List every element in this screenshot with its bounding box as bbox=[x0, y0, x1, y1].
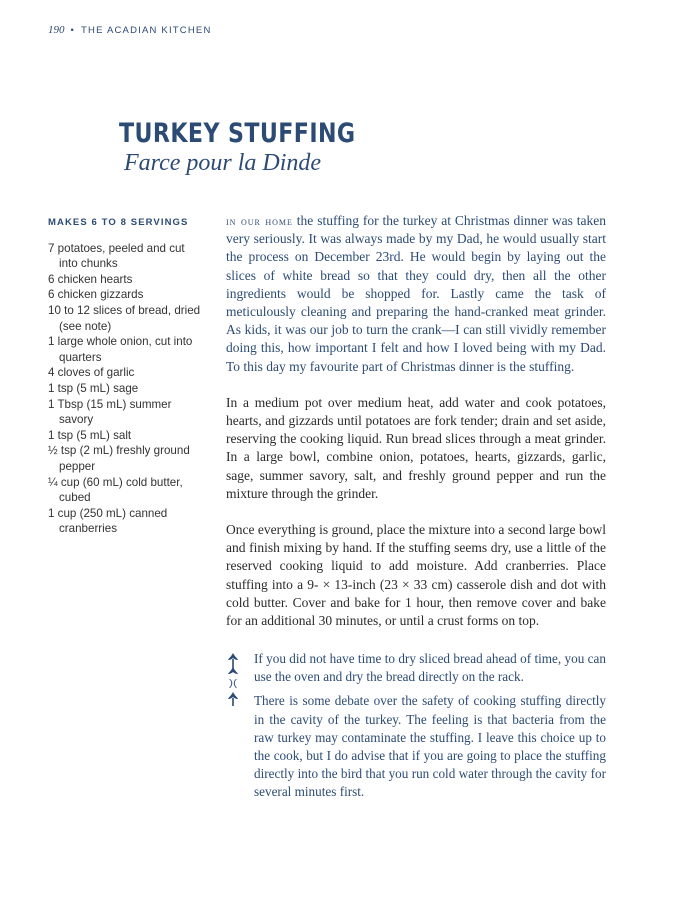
ingredient-item: 7 potatoes, peeled and cut into chunks bbox=[48, 241, 185, 271]
recipe-title: TURKEY STUFFING bbox=[119, 118, 356, 149]
intro-paragraph bbox=[226, 212, 606, 376]
ingredient-item: ¼ cup (60 mL) cold butter, cubed bbox=[48, 475, 183, 505]
book-title: THE ACADIAN KITCHEN bbox=[81, 25, 212, 36]
note-list bbox=[254, 650, 606, 802]
note-item: There is some debate over the safety of cooking stuffing directly in the cavity of the turkey. The feeling is that bacteria from the raw turkey may contaminate the stuffing. I leave this choice up to the cook, but I do advise that if you are going to place the stuffing directly into the bird that you run cold water through the cavity for several minutes first. bbox=[254, 693, 606, 800]
ingredient-item: 10 to 12 slices of bread, dried (see note) bbox=[48, 303, 201, 333]
running-head bbox=[48, 24, 212, 36]
servings-label: MAKES 6 TO 8 SERVINGS bbox=[48, 217, 189, 228]
ingredient-item: ½ tsp (2 mL) freshly ground pepper bbox=[48, 444, 190, 473]
page-number: 190 bbox=[48, 24, 65, 36]
ornament-icon bbox=[226, 652, 240, 710]
ingredient-item: 1 Tbsp (15 mL) summer savory bbox=[48, 397, 172, 427]
ingredients-column bbox=[48, 215, 206, 537]
notes-section bbox=[226, 650, 606, 808]
ingredient-item: 4 cloves of garlic bbox=[48, 366, 135, 380]
ingredient-item: 1 cup (250 mL) canned cranberries bbox=[48, 506, 168, 536]
intro-lead: in our home bbox=[226, 214, 293, 228]
method-column bbox=[226, 212, 606, 648]
ingredient-item: 6 chicken hearts bbox=[48, 272, 133, 286]
header-separator: • bbox=[70, 25, 76, 36]
ingredient-item: 1 tsp (5 mL) sage bbox=[48, 381, 139, 395]
ingredient-item: 6 chicken gizzards bbox=[48, 288, 144, 302]
method-step: Once everything is ground, place the mixture into a second large bowl and finish mixing by hand. If the stuffing seems dry, use a little of the reserved cooking liquid to add moisture. Add cranberries. Place stuffing into a 9- × 13-inch (23 × 33 cm) casserole dish and dot with cold butter. Cover and bake for 1 hour, then remove cover and bake for an additional 30 minutes, or until a crust forms on top. bbox=[226, 522, 606, 629]
ingredient-item: 1 large whole onion, cut into quarters bbox=[48, 335, 193, 364]
recipe-subtitle: Farce pour la Dinde bbox=[124, 150, 322, 176]
ingredient-list bbox=[48, 241, 206, 537]
intro-text: the stuffing for the turkey at Christmas dinner was taken very seriously. It was always made by my Dad, he would usually start the process on December 23rd. He would begin by laying out the slices of white bread so that they could dry, then all the other ingredients would be shopped for. Lastly came the task of meticulously cleaning and preparing the hand-cranked meat grinder. As kids, it was our job to turn the crank—I can still vividly remember doing this, how important I felt and how I loved being with my Dad. To this day my favourite part of Christmas dinner is the stuffing. bbox=[226, 213, 606, 374]
ingredient-item: 1 tsp (5 mL) salt bbox=[48, 428, 132, 442]
method-step: In a medium pot over medium heat, add water and cook potatoes, hearts, and gizzards until potatoes are fork tender; drain and set aside, reserving the cooking liquid. Run bread slices through a meat grinder. In a large bowl, combine onion, potatoes, hearts, gizzards, garlic, sage, summer savory, salt, and freshly ground pepper and run the mixture through the grinder. bbox=[226, 394, 606, 501]
note-item: If you did not have time to dry sliced bread ahead of time, you can use the oven and dry the bread directly on the rack. bbox=[254, 651, 606, 685]
